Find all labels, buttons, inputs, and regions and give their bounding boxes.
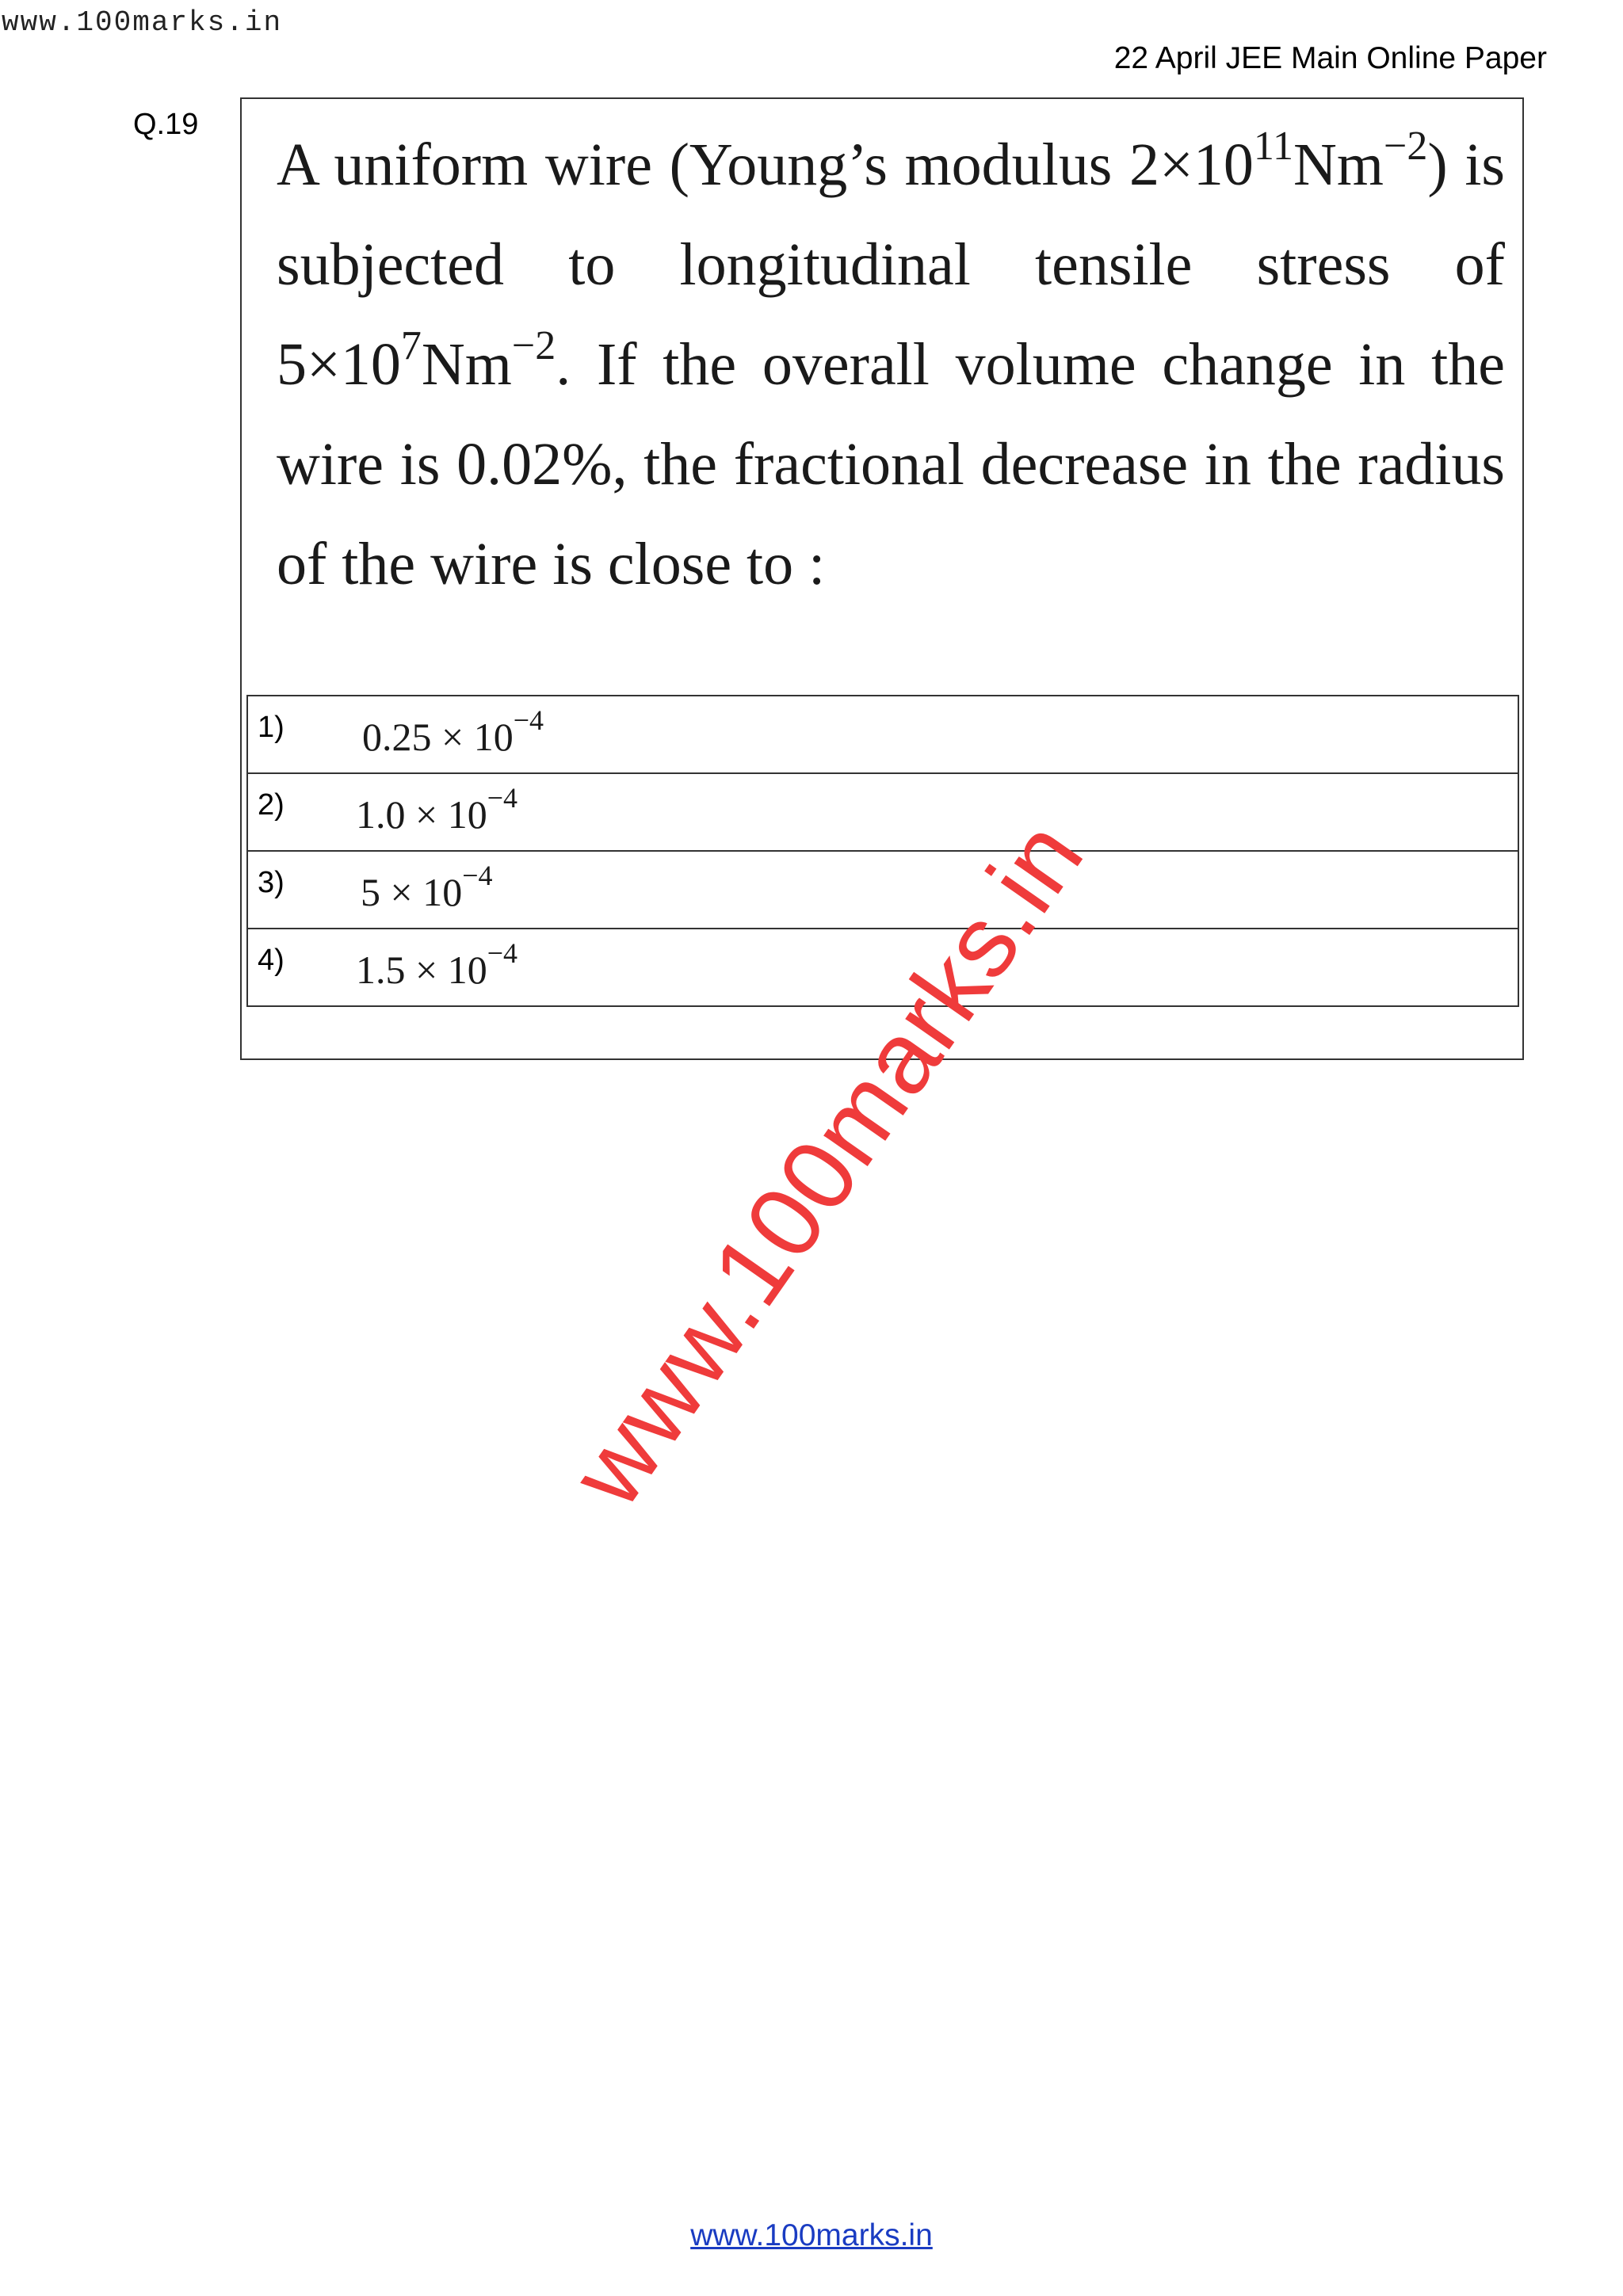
exponent: −2	[511, 322, 556, 368]
exponent: −2	[1384, 123, 1428, 169]
option-cell	[247, 851, 1518, 929]
option-number: 1)	[258, 711, 285, 744]
footer-link[interactable]: www.100marks.in	[690, 2218, 933, 2252]
option-value	[361, 860, 493, 915]
option-exponent: −4	[513, 704, 544, 737]
exponent: 11	[1253, 123, 1293, 169]
question-text-part: A uniform wire (Young’s modulus 2×10	[277, 132, 1254, 198]
option-number: 3)	[258, 866, 285, 899]
question-box	[240, 97, 1524, 1060]
question-text-part: . If the overall volume change in the wire is 0.02%, the fractional decrease in the radius of the wire is close to :	[277, 331, 1505, 597]
option-3	[248, 852, 1518, 928]
question-text-part: ) is subjected to longitudinal tensile stress of 5×10	[277, 132, 1506, 398]
exponent: 7	[400, 322, 422, 368]
option-mantissa: 0.25 × 10	[362, 715, 514, 759]
option-value	[362, 704, 544, 760]
option-number: 2)	[258, 788, 285, 822]
question-text-part: Nm	[1293, 132, 1384, 198]
option-exponent: −4	[462, 860, 493, 892]
option-exponent: −4	[487, 782, 518, 814]
option-row	[247, 851, 1518, 929]
option-row	[247, 696, 1518, 773]
option-1	[248, 696, 1518, 772]
option-number: 4)	[258, 944, 285, 977]
option-cell	[247, 696, 1518, 773]
question-text-part: Nm	[421, 331, 512, 398]
option-mantissa: 1.5 × 10	[356, 948, 487, 992]
option-value	[356, 782, 518, 837]
option-value	[356, 937, 518, 993]
option-mantissa: 5 × 10	[361, 870, 463, 914]
question-text	[277, 115, 1505, 614]
site-url-header: www.100marks.in	[2, 6, 283, 39]
watermark-text: www.100marks.in	[549, 800, 1106, 1527]
option-mantissa: 1.0 × 10	[356, 792, 487, 837]
option-row	[247, 773, 1518, 851]
option-2	[248, 774, 1518, 850]
question-number: Q.19	[133, 108, 199, 141]
paper-title: 22 April JEE Main Online Paper	[1113, 41, 1547, 75]
option-cell	[247, 773, 1518, 851]
options-table	[246, 695, 1519, 1007]
option-exponent: −4	[487, 937, 518, 970]
